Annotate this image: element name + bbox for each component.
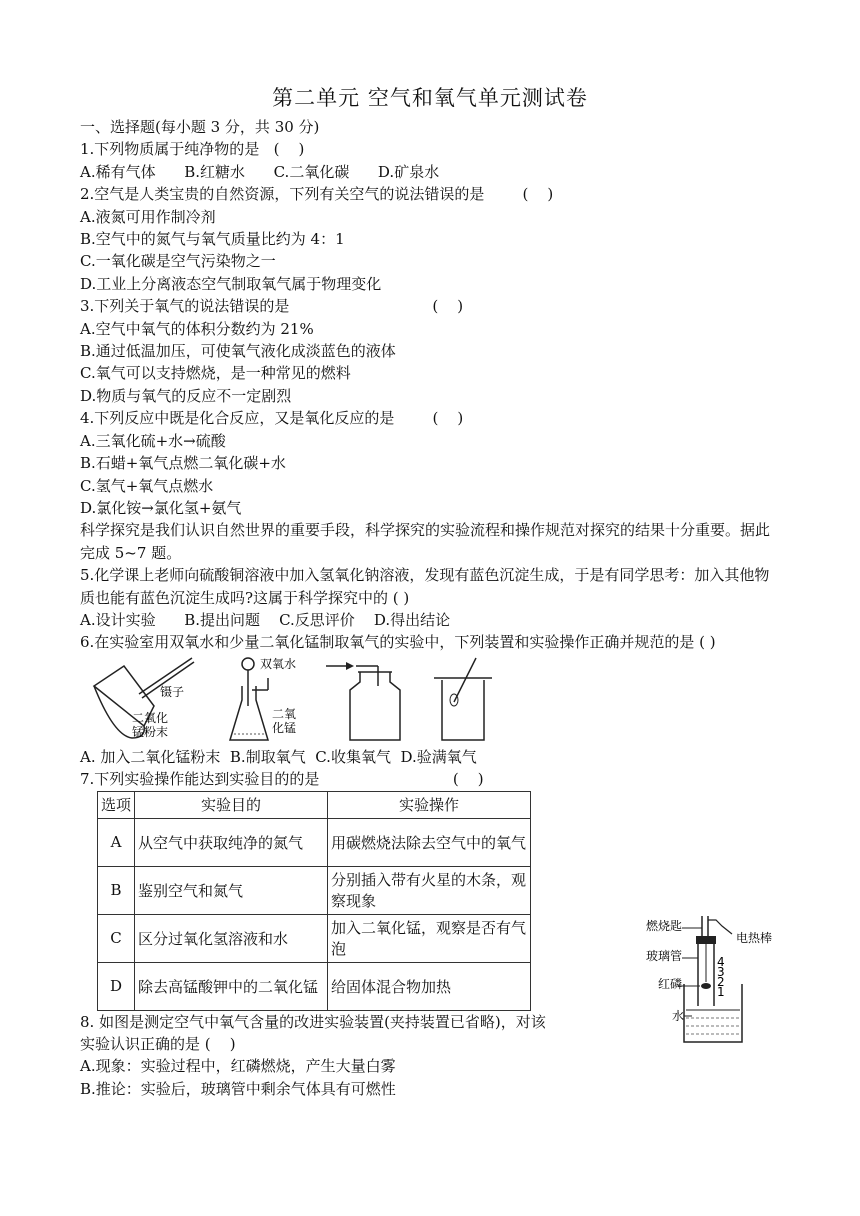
section-heading: 一、选择题(每小题 3 分，共 30 分)	[80, 118, 320, 136]
table-row	[98, 818, 531, 866]
q5-stem: 5.化学课上老师向硫酸铜溶液中加入氢氧化钠溶液，发现有蓝色沉淀生成，于是有同学思考：加入其他物质也能有蓝色沉淀生成吗?这属于科学探究中的 ( )	[80, 566, 770, 607]
row-operation: 给固体混合物加热	[328, 962, 531, 1010]
row-goal: 鉴别空气和氮气	[135, 866, 328, 914]
table-header-row	[98, 791, 531, 818]
row-option: D	[98, 962, 135, 1010]
fig-label-tweezers: 镊子	[160, 684, 185, 699]
fig-label-mno2-powder-1: 二氧化	[132, 710, 169, 725]
intro-paragraph: 科学探究是我们认识自然世界的重要手段，科学探究的实验流程和操作规范对探究的结果十分重要。据此完成 5~7 题。	[80, 521, 771, 562]
fig-label-mno2-2: 化锰	[272, 720, 297, 735]
row-goal: 从空气中获取纯净的氮气	[135, 818, 328, 866]
q1-options: A.稀有气体 B.红糖水 C.二氧化碳 D.矿泉水	[80, 162, 440, 181]
q3-option-d: D.物质与氧气的反应不一定剧烈	[80, 386, 292, 405]
fig-label-mno2-powder-2: 锰粉末	[132, 724, 169, 739]
row-goal: 区分过氧化氢溶液和水	[135, 914, 328, 962]
table-row	[98, 866, 531, 914]
q4-option-b: B.石蜡+氧气点燃二氧化碳+水	[80, 454, 286, 473]
header-goal: 实验目的	[135, 791, 328, 818]
fig-mark-1: 1	[717, 985, 725, 999]
q3-option-a: A.空气中氧气的体积分数约为 21%	[80, 319, 314, 338]
q3-stem: 3.下列关于氧气的说法错误的是 ( )	[80, 297, 464, 316]
fig-label-tube: 玻璃管	[646, 949, 683, 963]
q8-apparatus	[566, 914, 796, 1074]
table-row	[98, 914, 531, 962]
fig-a-flask	[84, 656, 204, 746]
fig-label-rod: 电热棒	[736, 931, 773, 945]
fig-label-spoon: 燃烧匙	[646, 919, 683, 933]
q4-option-a: A.三氧化硫+水→硫酸	[80, 431, 226, 450]
q2-option-b: B.空气中的氮气与氧气质量比约为 4：1	[80, 230, 345, 249]
row-option: C	[98, 914, 135, 962]
fig-label-h2o2: 双氧水	[260, 656, 297, 671]
q8-stem-line2: 实验认识正确的是 ( )	[80, 1034, 236, 1053]
row-operation: 加入二氧化锰，观察是否有气泡	[328, 914, 531, 962]
page-title: 第二单元 空气和氧气单元测试卷	[272, 86, 588, 110]
row-option: B	[98, 866, 135, 914]
q7-table	[97, 791, 531, 1011]
q2-stem: 2.空气是人类宝贵的自然资源，下列有关空气的说法错误的是 ( )	[80, 185, 554, 204]
q8-option-a: A.现象：实验过程中，红磷燃烧，产生大量白雾	[80, 1057, 396, 1076]
fig-c-collect	[324, 656, 414, 746]
row-operation: 分别插入带有火星的木条，观察现象	[328, 866, 531, 914]
row-option: A	[98, 818, 135, 866]
fig-label-mno2-1: 二氧	[272, 706, 297, 721]
fig-mark-3: 3	[717, 965, 725, 979]
q6-figures	[80, 656, 780, 746]
fig-mark-4: 4	[717, 955, 725, 969]
fig-label-water: 水	[672, 1009, 685, 1023]
q1-stem: 1.下列物质属于纯净物的是 ( )	[80, 140, 305, 159]
q4-option-c: C.氢气+氧气点燃水	[80, 476, 214, 495]
q7-stem: 7.下列实验操作能达到实验目的的是 ( )	[80, 770, 484, 789]
q8-stem-line1: 8. 如图是测定空气中氧气含量的改进实验装置(夹持装置已省略)，对该	[80, 1012, 546, 1031]
q2-option-a: A.液氮可用作制冷剂	[80, 207, 216, 226]
header-operation: 实验操作	[328, 791, 531, 818]
q4-option-d: D.氯化铵→氯化氢+氨气	[80, 498, 242, 517]
q3-option-c: C.氧气可以支持燃烧，是一种常见的燃料	[80, 364, 351, 383]
q6-options: A. 加入二氧化锰粉末 B.制取氧气 C.收集氧气 D.验满氧气	[80, 747, 477, 766]
q4-stem: 4.下列反应中既是化合反应，又是氧化反应的是 ( )	[80, 409, 464, 428]
q6-stem: 6.在实验室用双氧水和少量二氧化锰制取氧气的实验中，下列装置和实验操作正确并规范的是 ( )	[80, 633, 716, 652]
q5-options: A.设计实验 B.提出问题 C.反思评价 D.得出结论	[80, 610, 451, 629]
row-goal: 除去高锰酸钾中的二氧化锰	[135, 962, 328, 1010]
row-operation: 用碳燃烧法除去空气中的氧气	[328, 818, 531, 866]
fig-mark-2: 2	[717, 975, 725, 989]
header-option: 选项	[98, 791, 135, 818]
fig-b-generator	[228, 656, 318, 746]
q2-option-c: C.一氧化碳是空气污染物之一	[80, 252, 276, 271]
fig-label-p: 红磷	[658, 977, 683, 991]
q3-option-b: B.通过低温加压，可使氧气液化成淡蓝色的液体	[80, 342, 396, 361]
q2-option-d: D.工业上分离液态空气制取氧气属于物理变化	[80, 274, 382, 293]
fig-d-verify	[426, 656, 516, 746]
table-row	[98, 962, 531, 1010]
q8-option-b: B.推论：实验后，玻璃管中剩余气体具有可燃性	[80, 1079, 396, 1098]
